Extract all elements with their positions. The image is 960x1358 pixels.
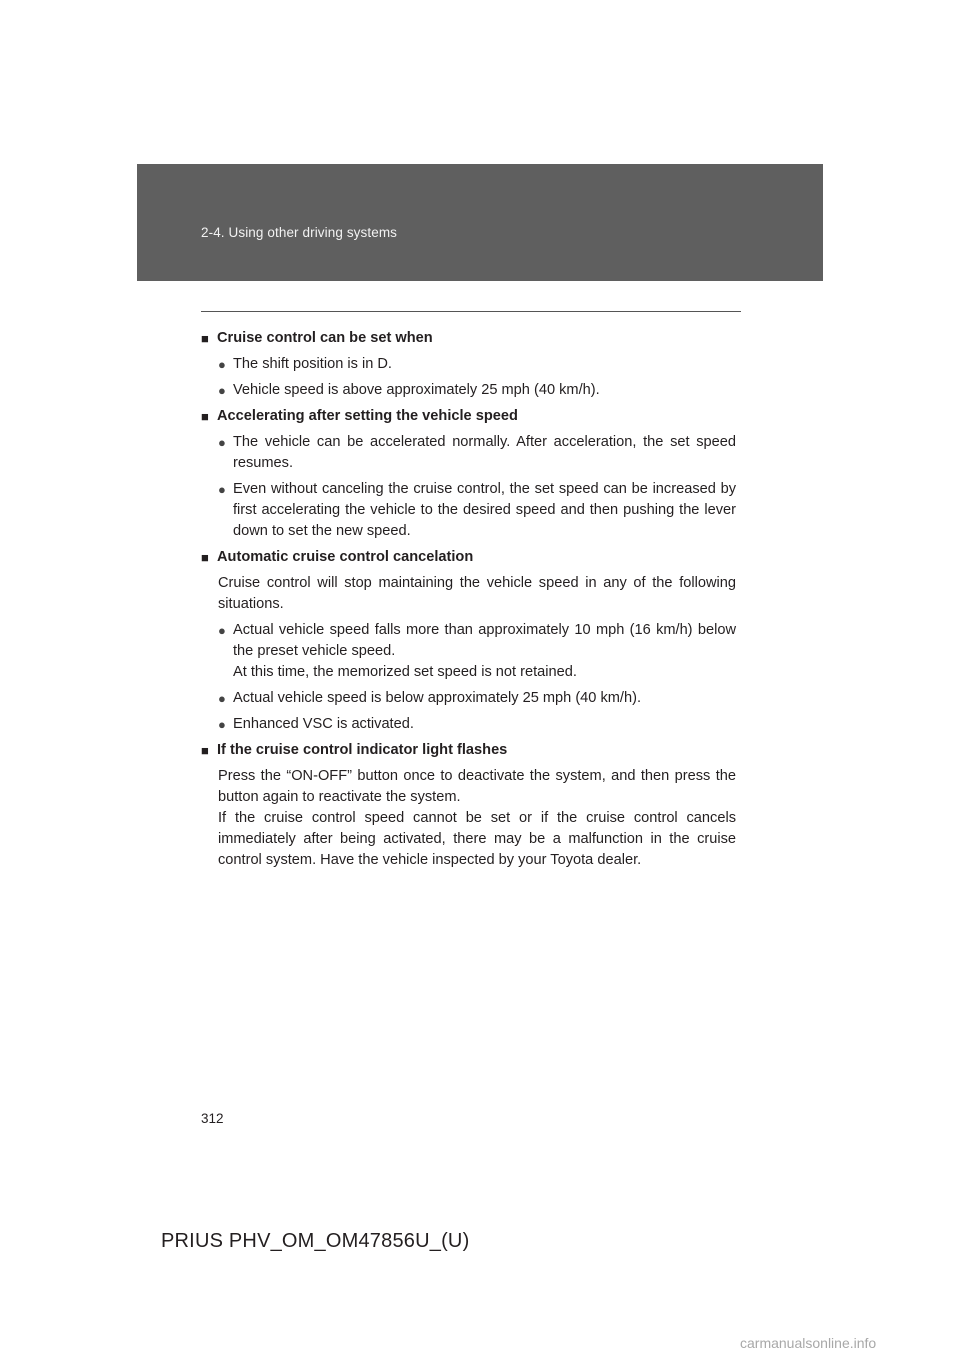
section-heading bbox=[201, 406, 736, 427]
list-item-text: The shift position is in D. bbox=[233, 356, 392, 372]
list-item bbox=[218, 432, 736, 474]
section-heading bbox=[201, 740, 736, 761]
paragraph-line: Press the “ON-OFF” button once to deactivate the system, and then press the button again to reactivate the system. bbox=[218, 768, 736, 805]
square-bullet-icon: ■ bbox=[201, 409, 209, 424]
circle-bullet-icon: ● bbox=[218, 435, 226, 450]
list-item bbox=[218, 714, 736, 735]
manual-content bbox=[201, 328, 736, 876]
square-bullet-icon: ■ bbox=[201, 331, 209, 346]
header-band bbox=[137, 164, 823, 281]
paragraph: Cruise control will stop maintaining the vehicle speed in any of the following situations. bbox=[218, 575, 736, 612]
divider-rule bbox=[201, 311, 741, 312]
watermark: carmanualsonline.info bbox=[740, 1335, 877, 1351]
list-item-text bbox=[233, 620, 736, 683]
list-item-text: The vehicle can be accelerated normally. After acceleration, the set speed resumes. bbox=[233, 434, 736, 471]
circle-bullet-icon: ● bbox=[218, 691, 226, 706]
circle-bullet-icon: ● bbox=[218, 383, 226, 398]
list-item-line: Actual vehicle speed falls more than approximately 10 mph (16 km/h) below the preset vehicle speed. bbox=[233, 622, 736, 659]
heading-text: Cruise control can be set when bbox=[217, 330, 433, 346]
circle-bullet-icon: ● bbox=[218, 623, 226, 638]
list-item bbox=[218, 620, 736, 683]
section-title: 2-4. Using other driving systems bbox=[201, 225, 398, 240]
circle-bullet-icon: ● bbox=[218, 357, 226, 372]
paragraph bbox=[218, 766, 736, 871]
list-item-text: Actual vehicle speed is below approximately 25 mph (40 km/h). bbox=[233, 690, 642, 706]
section-heading bbox=[201, 328, 736, 349]
heading-text: Automatic cruise control cancelation bbox=[217, 549, 474, 565]
list-item bbox=[218, 688, 736, 709]
list-item bbox=[218, 479, 736, 542]
circle-bullet-icon: ● bbox=[218, 482, 226, 497]
heading-text: Accelerating after setting the vehicle speed bbox=[217, 408, 518, 424]
list-item bbox=[218, 380, 736, 401]
square-bullet-icon: ■ bbox=[201, 550, 209, 565]
list-item-text: Vehicle speed is above approximately 25 mph (40 km/h). bbox=[233, 382, 600, 398]
section-heading bbox=[201, 547, 736, 568]
list-item-text: Even without canceling the cruise control, the set speed can be increased by first accelerating the vehicle to the desired speed and then pushing the lever down to set the new speed. bbox=[233, 481, 736, 539]
list-item-line: At this time, the memorized set speed is not retained. bbox=[233, 664, 577, 680]
document-code: PRIUS PHV_OM_OM47856U_(U) bbox=[161, 1230, 470, 1252]
circle-bullet-icon: ● bbox=[218, 717, 226, 732]
heading-text: If the cruise control indicator light flashes bbox=[217, 742, 508, 758]
paragraph-line: If the cruise control speed cannot be set or if the cruise control cancels immediately after being activated, there may be a malfunction in the cruise control system. Have the vehicle inspected by your Toyota dealer. bbox=[218, 810, 736, 868]
square-bullet-icon: ■ bbox=[201, 743, 209, 758]
page-number: 312 bbox=[201, 1111, 224, 1126]
list-item-text: Enhanced VSC is activated. bbox=[233, 716, 414, 732]
list-item bbox=[218, 354, 736, 375]
